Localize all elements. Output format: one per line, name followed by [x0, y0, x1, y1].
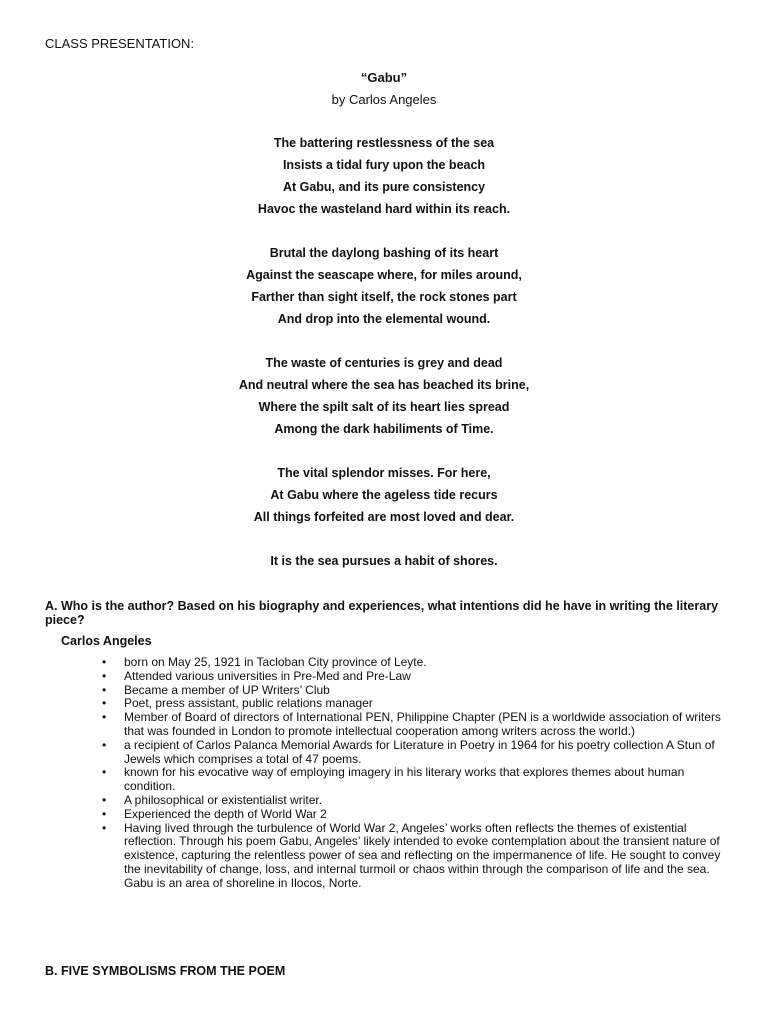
bio-list-item — [100, 766, 730, 794]
bullet-icon: • — [102, 696, 107, 711]
poem-byline: by Carlos Angeles — [331, 92, 437, 107]
stanza-gap — [0, 334, 768, 356]
bio-list-text: a recipient of Carlos Palanca Memorial Awards for Literature in Poetry in 1964 for his poetry collection A Stun of Jewels which comprises a total of 47 poems. — [124, 737, 715, 766]
bio-list-text: Member of Board of directors of International PEN, Philippine Chapter (PEN is a worldwide association of writers that was founded in London to promote intellectual cooperation among writers across the world.) — [124, 710, 721, 738]
poem-line: And neutral where the sea has beached its brine, — [238, 378, 530, 392]
bullet-icon: • — [102, 806, 107, 821]
bio-list-item — [100, 711, 730, 739]
bullet-icon: • — [102, 765, 107, 780]
bio-list-text: A philosophical or existentialist writer. — [124, 792, 323, 807]
poem-title: “Gabu” — [360, 70, 408, 85]
poem-line: Among the dark habiliments of Time. — [274, 422, 494, 436]
stanza-gap — [0, 532, 768, 554]
bullet-icon: • — [102, 820, 107, 835]
bio-list-item — [100, 808, 730, 822]
bio-list-text: born on May 25, 1921 in Tacloban City province of Leyte. — [124, 655, 427, 669]
author-bio-list — [100, 656, 730, 891]
bio-list-text: Poet, press assistant, public relations manager — [124, 696, 373, 711]
poem-line: The battering restlessness of the sea — [273, 136, 495, 150]
bullet-icon: • — [102, 682, 107, 697]
poem-line: All things forfeited are most loved and dear. — [253, 510, 515, 524]
poem-line: The vital splendor misses. For here, — [277, 466, 491, 480]
bio-list-item — [100, 739, 730, 767]
bio-list-item — [100, 656, 730, 670]
section-b-heading: B. FIVE SYMBOLISMS FROM THE POEM — [45, 964, 286, 978]
bullet-icon: • — [102, 655, 107, 669]
bio-list-item — [100, 670, 730, 684]
poem-line: Against the seascape where, for miles around, — [246, 268, 522, 282]
poem-line: Brutal the daylong bashing of its heart — [269, 246, 499, 260]
bio-list-text: Attended various universities in Pre-Med and Pre-Law — [124, 668, 411, 683]
author-name: Carlos Angeles — [61, 634, 152, 648]
poem-line: At Gabu, and its pure consistency — [282, 180, 486, 194]
bullet-icon: • — [102, 710, 107, 725]
bio-list-text: known for his evocative way of employing imagery in his literary works that explores themes about human condition. — [124, 765, 685, 794]
poem-line: Insists a tidal fury upon the beach — [282, 158, 486, 172]
poem-line: Farther than sight itself, the rock stones part — [251, 290, 517, 304]
section-a-question: A. Who is the author? Based on his biography and experiences, what intentions did he have in writing the literary piece? — [45, 599, 719, 627]
poem-line: It is the sea pursues a habit of shores. — [270, 554, 498, 568]
class-presentation-label: CLASS PRESENTATION: — [45, 36, 195, 51]
bullet-icon: • — [102, 668, 107, 683]
stanza-gap — [0, 444, 768, 466]
poem-line: Where the spilt salt of its heart lies spread — [258, 400, 510, 414]
bio-list-text: Experienced the depth of World War 2 — [124, 806, 327, 821]
poem-line: The waste of centuries is grey and dead — [265, 356, 503, 370]
bullet-icon: • — [102, 792, 107, 807]
bio-list-text: Having lived through the turbulence of World War 2, Angeles’ works often reflects the themes of existential reflection. Through his poem Gabu, Angeles’ likely intended to evoke contemplation about the transient nature of existence, capturing the relentless power of sea and reflecting on the impermanence of life. He sought to convey the inevitability of change, loss, and internal turmoil or chaos within through the comparison of life and the sea. Gabu is an area of shoreline in Ilocos, Norte. — [124, 820, 721, 890]
stanza-gap — [0, 224, 768, 246]
poem-line: At Gabu where the ageless tide recurs — [270, 488, 498, 502]
bio-list-item — [100, 794, 730, 808]
poem-body — [0, 136, 768, 576]
bullet-icon: • — [102, 737, 107, 752]
bio-list-text: Became a member of UP Writers’ Club — [124, 682, 330, 697]
poem-line: And drop into the elemental wound. — [277, 312, 491, 326]
bio-list-item — [100, 822, 730, 891]
poem-line: Havoc the wasteland hard within its reach. — [257, 202, 511, 216]
bio-list-item — [100, 697, 730, 711]
bio-list-item — [100, 684, 730, 698]
